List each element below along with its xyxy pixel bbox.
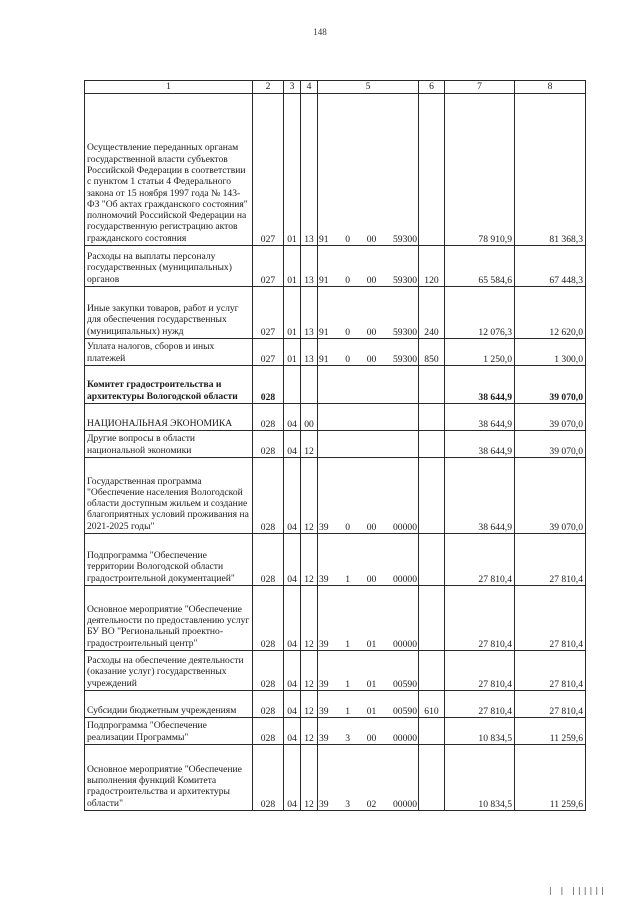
expense-type-code bbox=[419, 431, 445, 458]
amount-year-2: 11 259,6 bbox=[515, 745, 586, 811]
csr-part-expense: 59300 bbox=[393, 353, 417, 365]
amount-year-2: 39 070,0 bbox=[515, 366, 586, 404]
ved-code: 027 bbox=[253, 246, 284, 287]
subsection-code: 12 bbox=[301, 431, 318, 458]
column-header: 1 bbox=[85, 81, 253, 94]
column-header: 2 bbox=[253, 81, 284, 94]
column-header: 4 bbox=[301, 81, 318, 94]
csr-part-subprogram: 1 bbox=[345, 638, 351, 650]
expense-type-code bbox=[419, 586, 445, 651]
csr-part-direction: 00 bbox=[366, 353, 377, 365]
amount-year-1: 10 834,5 bbox=[445, 745, 515, 811]
section-code: 04 bbox=[284, 404, 301, 431]
csr-part-subprogram: 1 bbox=[345, 573, 351, 585]
amount-year-1: 1 250,0 bbox=[445, 339, 515, 366]
footer-barcode-mark: | | |||||| bbox=[547, 886, 606, 895]
row-name: Другие вопросы в области национальной экономики bbox=[85, 431, 253, 458]
csr-part-expense: 00000 bbox=[393, 798, 417, 810]
csr-part-direction: 00 bbox=[366, 732, 377, 744]
table-row bbox=[85, 534, 586, 586]
csr-part-direction: 01 bbox=[366, 638, 377, 650]
target-article-code bbox=[318, 745, 419, 811]
row-name: НАЦИОНАЛЬНАЯ ЭКОНОМИКА bbox=[85, 404, 253, 431]
subsection-code: 12 bbox=[301, 745, 318, 811]
amount-year-1: 78 910,9 bbox=[445, 94, 515, 246]
table-row bbox=[85, 431, 586, 458]
row-name: Государственная программа "Обеспечение населения Вологодской области доступным жильем и создание благоприятных условий проживания на 2021-2025 годы" bbox=[85, 458, 253, 534]
csr-part-subprogram: 0 bbox=[345, 521, 351, 533]
subsection-code: 13 bbox=[301, 339, 318, 366]
ved-code: 028 bbox=[253, 691, 284, 718]
ved-code: 028 bbox=[253, 366, 284, 404]
target-article-code bbox=[318, 404, 419, 431]
table-row bbox=[85, 287, 586, 339]
row-name: Уплата налогов, сборов и иных платежей bbox=[85, 339, 253, 366]
csr-part-program: 39 bbox=[319, 573, 329, 585]
section-code: 04 bbox=[284, 691, 301, 718]
table-row bbox=[85, 339, 586, 366]
page-number: 148 bbox=[313, 27, 327, 37]
amount-year-1: 27 810,4 bbox=[445, 534, 515, 586]
subsection-code: 12 bbox=[301, 718, 318, 745]
section-code: 04 bbox=[284, 586, 301, 651]
csr-part-subprogram: 1 bbox=[345, 705, 351, 717]
amount-year-1: 65 584,6 bbox=[445, 246, 515, 287]
csr-part-subprogram: 3 bbox=[345, 732, 351, 744]
amount-year-1: 38 644,9 bbox=[445, 431, 515, 458]
table-row bbox=[85, 718, 586, 745]
amount-year-1: 27 810,4 bbox=[445, 651, 515, 691]
subsection-code: 12 bbox=[301, 534, 318, 586]
section-code: 04 bbox=[284, 431, 301, 458]
amount-year-1: 38 644,9 bbox=[445, 458, 515, 534]
expense-type-code: 240 bbox=[419, 287, 445, 339]
section-code: 01 bbox=[284, 287, 301, 339]
section-code: 04 bbox=[284, 651, 301, 691]
expense-type-code: 610 bbox=[419, 691, 445, 718]
csr-part-program: 39 bbox=[319, 798, 329, 810]
section-code: 04 bbox=[284, 745, 301, 811]
table-row bbox=[85, 246, 586, 287]
table-row bbox=[85, 94, 586, 246]
target-article-code bbox=[318, 651, 419, 691]
subsection-code: 12 bbox=[301, 586, 318, 651]
csr-part-direction: 01 bbox=[366, 705, 377, 717]
ved-code: 027 bbox=[253, 287, 284, 339]
budget-table bbox=[84, 80, 586, 811]
csr-part-expense: 00000 bbox=[393, 573, 417, 585]
ved-code: 028 bbox=[253, 458, 284, 534]
csr-part-direction: 00 bbox=[366, 274, 377, 286]
csr-part-program: 39 bbox=[319, 521, 329, 533]
section-code: 04 bbox=[284, 458, 301, 534]
amount-year-1: 38 644,9 bbox=[445, 404, 515, 431]
csr-part-program: 39 bbox=[319, 705, 329, 717]
row-name: Субсидии бюджетным учреждениям bbox=[85, 691, 253, 718]
amount-year-2: 27 810,4 bbox=[515, 651, 586, 691]
subsection-code: 12 bbox=[301, 458, 318, 534]
section-code: 04 bbox=[284, 534, 301, 586]
target-article-code bbox=[318, 246, 419, 287]
section-code bbox=[284, 366, 301, 404]
row-name: Расходы на обеспечение деятельности (оказание услуг) государственных учреждений bbox=[85, 651, 253, 691]
subsection-code bbox=[301, 366, 318, 404]
ved-code: 028 bbox=[253, 586, 284, 651]
csr-part-subprogram: 1 bbox=[345, 678, 351, 690]
amount-year-2: 11 259,6 bbox=[515, 718, 586, 745]
amount-year-1: 10 834,5 bbox=[445, 718, 515, 745]
table-row bbox=[85, 404, 586, 431]
amount-year-2: 39 070,0 bbox=[515, 431, 586, 458]
csr-part-direction: 00 bbox=[366, 326, 377, 338]
csr-part-direction: 00 bbox=[366, 233, 377, 245]
subsection-code: 00 bbox=[301, 404, 318, 431]
subsection-code: 12 bbox=[301, 691, 318, 718]
csr-part-program: 91 bbox=[319, 326, 329, 338]
amount-year-2: 81 368,3 bbox=[515, 94, 586, 246]
row-name: Подпрограмма "Обеспечение реализации Программы" bbox=[85, 718, 253, 745]
amount-year-2: 12 620,0 bbox=[515, 287, 586, 339]
csr-part-direction: 01 bbox=[366, 678, 377, 690]
table-header-row bbox=[85, 81, 586, 94]
row-name: Комитет градостроительства и архитектуры Вологодской области bbox=[85, 366, 253, 404]
column-header: 3 bbox=[284, 81, 301, 94]
amount-year-1: 38 644,9 bbox=[445, 366, 515, 404]
expense-type-code bbox=[419, 534, 445, 586]
csr-part-expense: 00000 bbox=[393, 732, 417, 744]
subsection-code: 13 bbox=[301, 246, 318, 287]
table-row bbox=[85, 586, 586, 651]
target-article-code bbox=[318, 366, 419, 404]
subsection-code: 13 bbox=[301, 287, 318, 339]
row-name: Основное мероприятие "Обеспечение выполнения функций Комитета градостроительства и архитектуры области" bbox=[85, 745, 253, 811]
amount-year-1: 27 810,4 bbox=[445, 691, 515, 718]
csr-part-expense: 00000 bbox=[393, 638, 417, 650]
amount-year-2: 27 810,4 bbox=[515, 691, 586, 718]
ved-code: 028 bbox=[253, 431, 284, 458]
csr-part-program: 39 bbox=[319, 732, 329, 744]
table-row bbox=[85, 691, 586, 718]
csr-part-expense: 59300 bbox=[393, 233, 417, 245]
target-article-code bbox=[318, 586, 419, 651]
csr-part-expense: 00590 bbox=[393, 705, 417, 717]
target-article-code bbox=[318, 691, 419, 718]
expense-type-code bbox=[419, 404, 445, 431]
amount-year-2: 39 070,0 bbox=[515, 458, 586, 534]
csr-part-program: 91 bbox=[319, 233, 329, 245]
csr-part-subprogram: 0 bbox=[345, 353, 351, 365]
csr-part-expense: 00000 bbox=[393, 521, 417, 533]
ved-code: 028 bbox=[253, 534, 284, 586]
column-header: 6 bbox=[419, 81, 445, 94]
amount-year-1: 27 810,4 bbox=[445, 586, 515, 651]
target-article-code bbox=[318, 287, 419, 339]
subsection-code: 13 bbox=[301, 94, 318, 246]
ved-code: 028 bbox=[253, 745, 284, 811]
amount-year-2: 27 810,4 bbox=[515, 586, 586, 651]
expense-type-code bbox=[419, 458, 445, 534]
ved-code: 027 bbox=[253, 339, 284, 366]
ved-code: 028 bbox=[253, 718, 284, 745]
ved-code: 027 bbox=[253, 94, 284, 246]
amount-year-2: 27 810,4 bbox=[515, 534, 586, 586]
csr-part-direction: 02 bbox=[366, 798, 377, 810]
expense-type-code bbox=[419, 745, 445, 811]
row-name: Подпрограмма "Обеспечение территории Вологодской области градостроительной документацией" bbox=[85, 534, 253, 586]
subsection-code: 12 bbox=[301, 651, 318, 691]
expense-type-code: 850 bbox=[419, 339, 445, 366]
csr-part-direction: 00 bbox=[366, 521, 377, 533]
row-name: Осуществление переданных органам государственной власти субъектов Российской Федерации в соответствии с пунктом 1 статьи 4 Федерального закона от 15 ноября 1997 года № 143-ФЗ "Об актах гражданского состояния" полномочий Российской Федерации на государственную регистрацию актов гражданского состояния bbox=[85, 94, 253, 246]
target-article-code bbox=[318, 718, 419, 745]
amount-year-2: 67 448,3 bbox=[515, 246, 586, 287]
expense-type-code: 120 bbox=[419, 246, 445, 287]
expense-type-code bbox=[419, 651, 445, 691]
target-article-code bbox=[318, 339, 419, 366]
section-code: 01 bbox=[284, 94, 301, 246]
row-name: Основное мероприятие "Обеспечение деятельности по предоставлению услуг БУ ВО "Региональный проектно-градостроительный центр" bbox=[85, 586, 253, 651]
expense-type-code bbox=[419, 94, 445, 246]
csr-part-program: 91 bbox=[319, 353, 329, 365]
amount-year-2: 1 300,0 bbox=[515, 339, 586, 366]
column-header: 5 bbox=[318, 81, 419, 94]
expense-type-code bbox=[419, 366, 445, 404]
table-row bbox=[85, 651, 586, 691]
target-article-code bbox=[318, 534, 419, 586]
csr-part-expense: 59300 bbox=[393, 326, 417, 338]
section-code: 01 bbox=[284, 339, 301, 366]
csr-part-direction: 00 bbox=[366, 573, 377, 585]
csr-part-subprogram: 3 bbox=[345, 798, 351, 810]
ved-code: 028 bbox=[253, 651, 284, 691]
target-article-code bbox=[318, 94, 419, 246]
table-row bbox=[85, 458, 586, 534]
column-header: 8 bbox=[515, 81, 586, 94]
csr-part-subprogram: 0 bbox=[345, 326, 351, 338]
table-row bbox=[85, 745, 586, 811]
ved-code: 028 bbox=[253, 404, 284, 431]
target-article-code bbox=[318, 458, 419, 534]
section-code: 01 bbox=[284, 246, 301, 287]
csr-part-subprogram: 0 bbox=[345, 233, 351, 245]
csr-part-expense: 59300 bbox=[393, 274, 417, 286]
target-article-code bbox=[318, 431, 419, 458]
row-name: Расходы на выплаты персоналу государственных (муниципальных) органов bbox=[85, 246, 253, 287]
csr-part-expense: 00590 bbox=[393, 678, 417, 690]
table-row bbox=[85, 366, 586, 404]
column-header: 7 bbox=[445, 81, 515, 94]
csr-part-program: 91 bbox=[319, 274, 329, 286]
csr-part-program: 39 bbox=[319, 638, 329, 650]
amount-year-1: 12 076,3 bbox=[445, 287, 515, 339]
expense-type-code bbox=[419, 718, 445, 745]
section-code: 04 bbox=[284, 718, 301, 745]
amount-year-2: 39 070,0 bbox=[515, 404, 586, 431]
row-name: Иные закупки товаров, работ и услуг для обеспечения государственных (муниципальных) нужд bbox=[85, 287, 253, 339]
csr-part-program: 39 bbox=[319, 678, 329, 690]
csr-part-subprogram: 0 bbox=[345, 274, 351, 286]
